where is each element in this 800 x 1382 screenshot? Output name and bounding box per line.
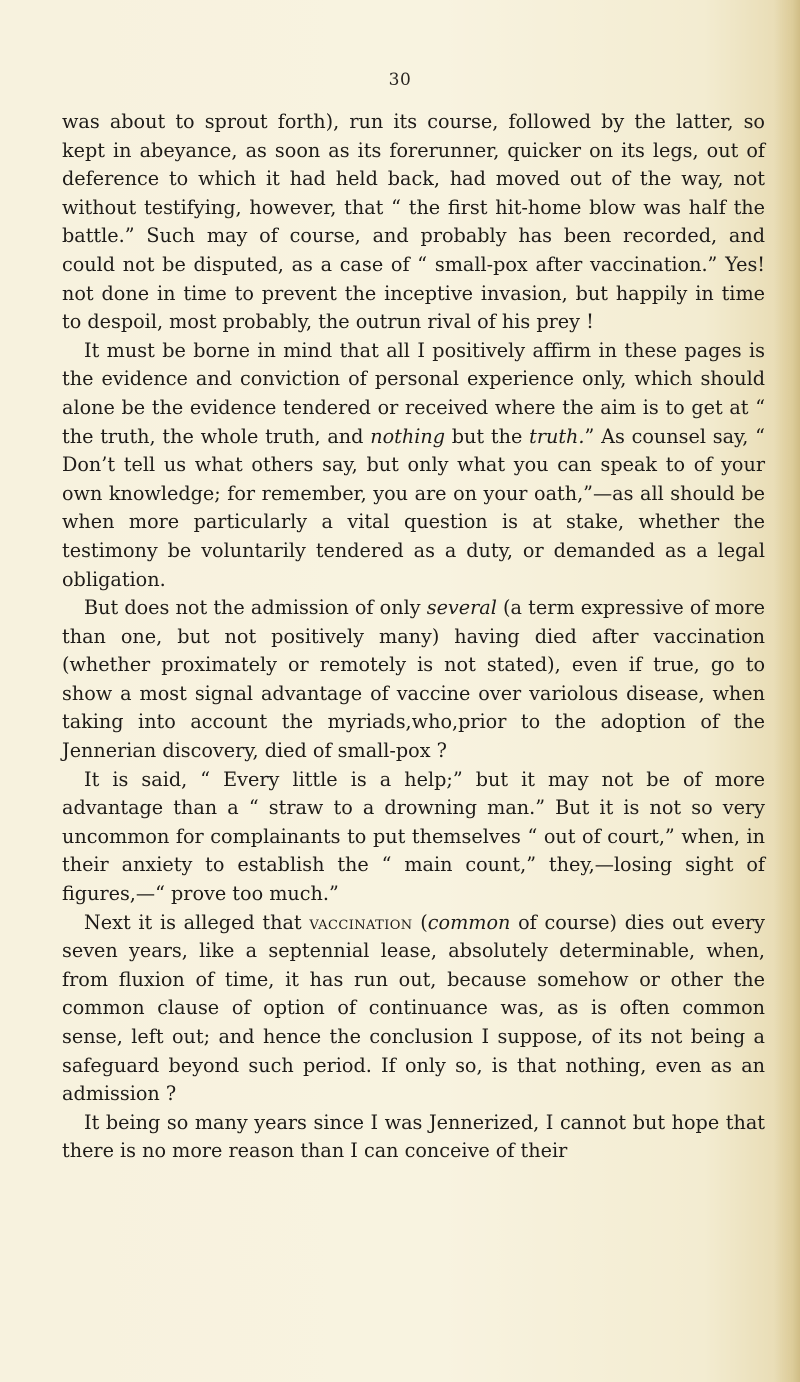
page-edge-discoloration: [774, 0, 800, 1382]
text-span: ” As counsel say, “ Don’t tell us what others say, but only what you can speak to of your own knowledge; for remember, you are on your oath,”—as all should be when more particularly a vital question is at stake, whether the testimony be voluntarily tendered as a duty, or demanded as a legal obligation.: [62, 424, 765, 591]
paragraph: [62, 594, 765, 766]
text-span: It is said, “ Every little is a help;” but it may not be of more advantage than a “ straw to a drowning man.” But it is not so very uncommon for complainants to put themselves “ out of court,” when, in their anxiety to establish the “ main count,” they,—losing sight of figures,—“ prove too much.”: [62, 767, 765, 906]
paragraph: [62, 1109, 765, 1166]
body-text: [62, 108, 765, 1166]
text-span: But does not the admission of only: [84, 596, 427, 620]
text-span: Next it is alleged that: [84, 910, 310, 934]
page-number: 30: [388, 70, 412, 90]
paragraph: [62, 337, 765, 594]
italic-text: common: [427, 910, 511, 934]
italic-text: several: [426, 596, 497, 620]
text-span: but the: [445, 424, 530, 448]
text-span: (a term expressive of more than one, but not positively many) having died after vaccination (whether proximately or remotely is not stated), even if true, go to show a most signal advantage of vaccine over variolous disease, when taking into account the myriads,who,prior to the adoption of the Jennerian discovery, died of small-pox ?: [62, 596, 766, 763]
paragraph: [62, 766, 765, 909]
text-span: (: [412, 910, 428, 934]
italic-text: nothing: [370, 424, 445, 448]
text-span: was about to sprout forth), run its course, followed by the latter, so kept in abeyance, as soon as its forerunner, quicker on its legs, out of deference to which it had held back, had moved out of the way, not without testifying, however, that “ the first hit-home blow was half the battle.” Such may of course, and probably has been recorded, and could not be disputed, as a case of “ small-pox after vaccination.” Yes! not done in time to prevent the inceptive invasion, but happily in time to despoil, most probably, the outrun rival of his prey !: [62, 110, 765, 334]
text-span: It must be borne in mind that all I positively affirm in these pages is the evidence and conviction of personal experience only, which should alone be the evidence tendered or received where the aim is to get at “ the truth, the whole truth, and: [62, 338, 765, 448]
small-caps-text: vaccination: [309, 910, 413, 934]
italic-text: truth.: [529, 424, 585, 448]
paragraph: [62, 909, 765, 1109]
paragraph: [62, 108, 765, 337]
text-span: It being so many years since I was Jennerized, I cannot but hope that there is no more reason than I can conceive of their: [62, 1110, 765, 1163]
text-span: of course) dies out every seven years, like a septennial lease, absolutely determinable, when, from fluxion of time, it has run out, because somehow or other the common clause of option of continuance was, as is often common sense, left out; and hence the conclusion I suppose, of its not being a safeguard beyond such period. If only so, is that nothing, even as an admission ?: [62, 910, 765, 1106]
